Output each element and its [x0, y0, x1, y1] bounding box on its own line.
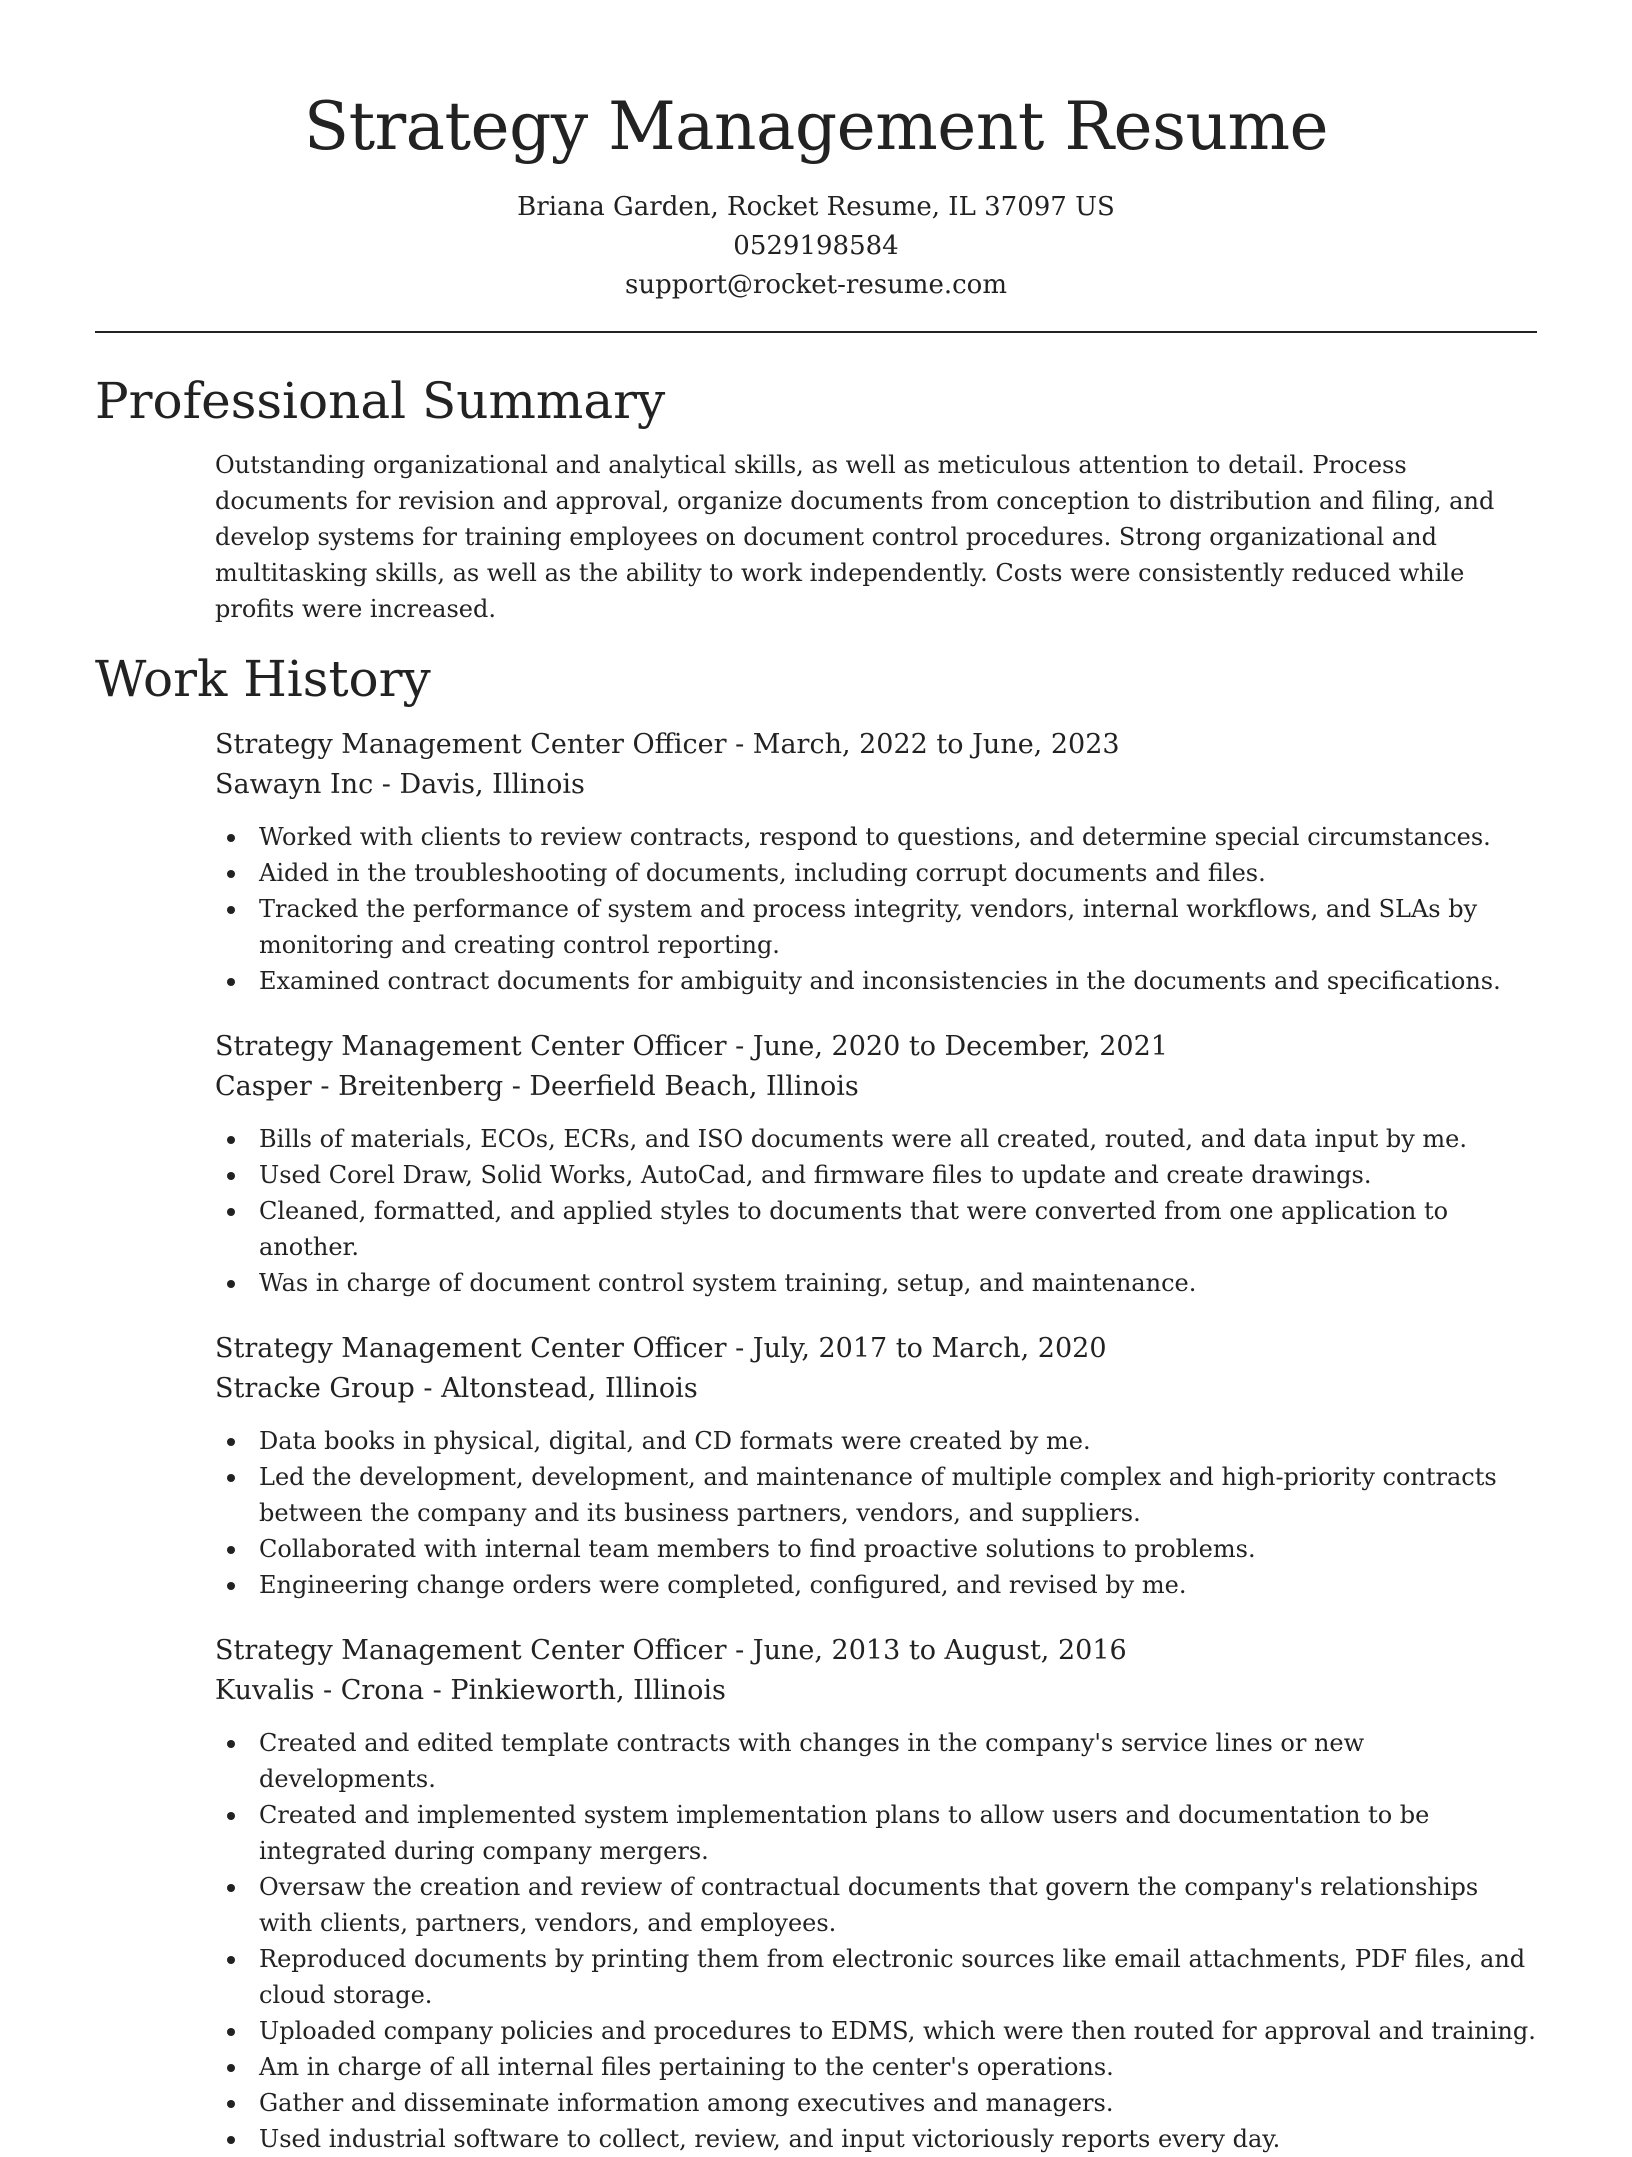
job-role-line: Strategy Management Center Officer - June, 2013 to August, 2016 — [215, 1635, 1127, 1666]
job-bullet — [215, 1193, 1537, 1265]
job-dates: July, 2017 to March, 2020 — [752, 1333, 1107, 1364]
job-bullet — [215, 855, 1537, 891]
bullet-dot-icon — [227, 2136, 235, 2144]
header-divider — [95, 331, 1537, 333]
job-bullets — [215, 1725, 1537, 2157]
job-bullet — [215, 1459, 1537, 1531]
job-dates: June, 2020 to December, 2021 — [752, 1031, 1168, 1062]
job-entry — [215, 1631, 1537, 2157]
bullet-dot-icon — [227, 1582, 235, 1590]
job-location: Pinkieworth, Illinois — [450, 1675, 726, 1706]
bullet-text: Gather and disseminate information among executives and managers. — [259, 2089, 1114, 2117]
bullet-dot-icon — [227, 906, 235, 914]
job-bullets — [215, 1423, 1537, 1603]
job-bullet — [215, 2121, 1537, 2157]
bullet-dot-icon — [227, 978, 235, 986]
work-history-list — [95, 725, 1537, 2157]
job-entry — [215, 1027, 1537, 1301]
job-company: Sawayn Inc — [215, 769, 374, 800]
job-bullet — [215, 1869, 1537, 1941]
job-bullets — [215, 1121, 1537, 1301]
bullet-text: Created and edited template contracts with changes in the company's service lines or new developments. — [259, 1729, 1365, 1793]
job-role: Strategy Management Center Officer — [215, 1635, 727, 1666]
job-bullet — [215, 963, 1537, 999]
job-company: Casper - Breitenberg — [215, 1071, 504, 1102]
job-company-line: Stracke Group - Altonstead, Illinois — [215, 1373, 698, 1404]
bullet-dot-icon — [227, 2064, 235, 2072]
bullet-text: Engineering change orders were completed, configured, and revised by me. — [259, 1571, 1187, 1599]
job-company: Stracke Group — [215, 1373, 415, 1404]
bullet-text: Worked with clients to review contracts, respond to questions, and determine special circumstances. — [259, 823, 1491, 851]
job-role-line: Strategy Management Center Officer - July, 2017 to March, 2020 — [215, 1333, 1107, 1364]
job-role: Strategy Management Center Officer — [215, 1031, 727, 1062]
bullet-text: Collaborated with internal team members to find proactive solutions to problems. — [259, 1535, 1256, 1563]
resume-title: Strategy Management Resume — [303, 88, 1329, 165]
job-bullet — [215, 1567, 1537, 1603]
job-company-line: Casper - Breitenberg - Deerfield Beach, Illinois — [215, 1071, 859, 1102]
summary-heading: Professional Summary — [95, 372, 666, 430]
bullet-dot-icon — [227, 1438, 235, 1446]
job-bullet — [215, 819, 1537, 855]
job-company: Kuvalis - Crona — [215, 1675, 425, 1706]
bullet-text: Was in charge of document control system training, setup, and maintenance. — [259, 1269, 1197, 1297]
bullet-dot-icon — [227, 1136, 235, 1144]
bullet-dot-icon — [227, 1546, 235, 1554]
bullet-text: Examined contract documents for ambiguity and inconsistencies in the documents and specifications. — [259, 967, 1501, 995]
bullet-text: Led the development, development, and maintenance of multiple complex and high-priority contracts between the company and its business partners, vendors, and suppliers. — [259, 1463, 1497, 1527]
bullet-dot-icon — [227, 2100, 235, 2108]
resume-header — [95, 0, 1537, 305]
bullet-dot-icon — [227, 1208, 235, 1216]
bullet-text: Uploaded company policies and procedures to EDMS, which were then routed for approval and training. — [259, 2017, 1536, 2045]
bullet-text: Aided in the troubleshooting of documents, including corrupt documents and files. — [259, 859, 1266, 887]
job-location: Deerfield Beach, Illinois — [529, 1071, 859, 1102]
job-bullet — [215, 1531, 1537, 1567]
bullet-dot-icon — [227, 1812, 235, 1820]
bullet-dot-icon — [227, 870, 235, 878]
job-role: Strategy Management Center Officer — [215, 1333, 727, 1364]
job-bullet — [215, 1157, 1537, 1193]
job-dates: June, 2013 to August, 2016 — [752, 1635, 1127, 1666]
job-entry — [215, 1329, 1537, 1603]
job-bullet — [215, 1121, 1537, 1157]
job-company-line: Kuvalis - Crona - Pinkieworth, Illinois — [215, 1675, 726, 1706]
job-bullet — [215, 1423, 1537, 1459]
bullet-text: Am in charge of all internal files pertaining to the center's operations. — [259, 2053, 1114, 2081]
job-bullet — [215, 2085, 1537, 2121]
bullet-dot-icon — [227, 2028, 235, 2036]
bullet-dot-icon — [227, 1280, 235, 1288]
job-bullets — [215, 819, 1537, 999]
work-history-heading: Work History — [95, 650, 431, 708]
bullet-text: Used industrial software to collect, review, and input victoriously reports every day. — [259, 2125, 1281, 2153]
bullet-dot-icon — [227, 1740, 235, 1748]
summary-paragraph: Outstanding organizational and analytical skills, as well as meticulous attention to detail. Process documents for revision and approval, organize documents from conception to distribution and filing, and develop systems for training employees on document control procedures. Strong organizational and multitasking skills, as well as the ability to work independently. Costs were consistently reduced while profits were increased. — [215, 451, 1495, 623]
bullet-dot-icon — [227, 834, 235, 842]
bullet-text: Created and implemented system implementation plans to allow users and documentation to be integrated during company mergers. — [259, 1801, 1430, 1865]
job-dates: March, 2022 to June, 2023 — [752, 729, 1120, 760]
job-entry — [215, 725, 1537, 999]
bullet-text: Bills of materials, ECOs, ECRs, and ISO documents were all created, routed, and data input by me. — [259, 1125, 1468, 1153]
bullet-dot-icon — [227, 1474, 235, 1482]
bullet-dot-icon — [227, 1956, 235, 1964]
job-role-line: Strategy Management Center Officer - June, 2020 to December, 2021 — [215, 1031, 1168, 1062]
job-bullet — [215, 1725, 1537, 1797]
contact-info — [95, 188, 1537, 305]
bullet-text: Oversaw the creation and review of contractual documents that govern the company's relationships with clients, partners, vendors, and employees. — [259, 1873, 1479, 1937]
bullet-dot-icon — [227, 1172, 235, 1180]
job-bullet — [215, 2049, 1537, 2085]
job-bullet — [215, 1941, 1537, 2013]
bullet-text: Used Corel Draw, Solid Works, AutoCad, and firmware files to update and create drawings. — [259, 1161, 1372, 1189]
job-bullet — [215, 1797, 1537, 1869]
bullet-text: Reproduced documents by printing them from electronic sources like email attachments, PDF files, and cloud storage. — [259, 1945, 1526, 2009]
job-role-line: Strategy Management Center Officer - March, 2022 to June, 2023 — [215, 729, 1120, 760]
bullet-text: Data books in physical, digital, and CD formats were created by me. — [259, 1427, 1091, 1455]
bullet-text: Tracked the performance of system and process integrity, vendors, internal workflows, and SLAs by monitoring and creating control reporting. — [259, 895, 1478, 959]
contact-address: Briana Garden, Rocket Resume, IL 37097 US — [517, 192, 1115, 222]
bullet-dot-icon — [227, 1884, 235, 1892]
bullet-text: Cleaned, formatted, and applied styles to documents that were converted from one application to another. — [259, 1197, 1449, 1261]
contact-phone: 0529198584 — [733, 231, 899, 261]
job-bullet — [215, 2013, 1537, 2049]
job-role: Strategy Management Center Officer — [215, 729, 727, 760]
contact-email: support@rocket-resume.com — [624, 270, 1007, 300]
job-bullet — [215, 891, 1537, 963]
job-bullet — [215, 1265, 1537, 1301]
job-location: Altonstead, Illinois — [441, 1373, 698, 1404]
job-location: Davis, Illinois — [399, 769, 585, 800]
job-company-line: Sawayn Inc - Davis, Illinois — [215, 769, 585, 800]
